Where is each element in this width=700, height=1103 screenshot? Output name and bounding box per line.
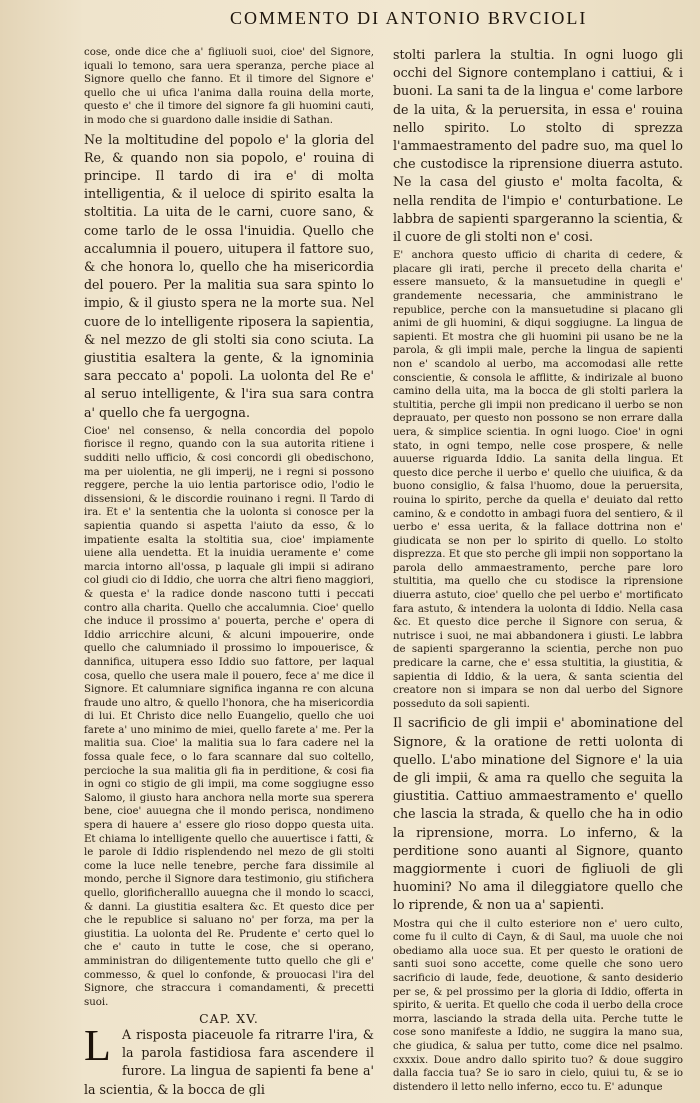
commentary-paragraph: E' anchora questo ufficio di charita di cedere, & placare gli irati, perche il preceto della charita e' essere mansueto, & la mansuetudine in quegli e' grandemente necessaria, che amministrano le republice, perche con la mansuetudine si placano gli animi de gli huomini, & diqui soggiugne. La lingua de sapienti. Et mostra che gli huomini pii usano be ne la parola, & gli impii male, perche la lingua de sapienti non e' scandolo al uerbo, ma accomodasi alle rette conscientie, & consola le afflitte, & indirizale al buono camino della uita, ma la bocca de gli stolti parlera la stultitia, perche gli impii non predicano il uerbo se non deprauato, per questo non possono se non errare dalla uera, & simplice scientia. In ogni luogo. Cioe' in ogni stato, in ogni tempo, nelle cose prospere, & nelle auuerse riguarda Iddio. La sanita della lingua. Et questo dice perche il uerbo e' quello che uiuifica, & da buono consiglio, & falsa l'huomo, doue la peruersita, rouina lo spirito, perche da quella e' deuiato dal retto camino, & e condotto in ambagi fuora del sentiero, & il uerbo e' essa uerita, & la fallace dottrina non e' giudicata se non per lo spirito di quello. Lo stolto disprezza. Et que sto perche gli impii non sopportano la parola dello ammaestramento, perche pare loro stultitia, ma quello che cu stodisce la riprensione diuerra astuto, cioe' quello che pel uerbo e' mortificato fara astuto, & intendera la uolonta di Iddio. Nella casa &c. Et questo dice perche il Signore con serua, & nutrisce i suoi, ne mai abbandonera i giusti. Le labbra de sapienti spargeranno la scientia, perche non puo predicare la carne, che e' essa stultitia, la giustitia, & sapientia di Iddio, & la uera, & santa scientia del creatore non si impara se non dal uerbo del Signore posseduto da soli sapienti.: [393, 250, 683, 710]
commentary-paragraph: Cioe' nel consenso, & nella concordia del popolo fiorisce il regno, quando con la sua autorita ritiene i sudditi nello ufficio, & cosi concordi gli obedischono, ma per uiolentia, ne gli imperij, ne i regni si possono reggere, perche la uio lentia partorisce odio, l'odio le dissensioni, & le discordie rouinano i regni. Il Tardo di ira. Et e' la sententia che la uolonta si conosce per la sapientia quando si aspetta l'aiuto da esso, & lo impatiente esalta la stoltitia sua, cioe' impiamente uiene alla uendetta. Et la inuidia ueramente e' come marcia intorno all'ossa, p laquale gli impii si adirano col giudi cio di Iddio, che uorra che altri fieno maggiori, & questa e' la radice donde nascono tutti i peccati contro alla charita. Quello che accalumnia. Cioe' quello che induce il prossimo a' pouerta, perche e' opera di Iddio arricchire alcuni, & alcuni impouerire, onde quello che calumniado il prossimo lo impouerisce, & dannifica, uitupera esso Iddio suo fattore, per laqual cosa, quello che usera male il pouero, fece a' me dice il Signore. Et calumniare significa inganna re con alcuna fraude uno altro, & quello l'honora, che ha misericordia di lui. Et Christo dice nello Euangelio, quello che uoi farete a' uno minimo de miei, quello farete a' me. Per la malitia sua. Cioe' la malitia sua lo fara cadere nel la fossa quale fece, o lo fara scannare dal suo coltello, percioche la sua malitia gli fia in perditione, & cosi fia in ogni co stigio de gli impii, ma come soggiugne esso Salomo, il giusto hara anchora nella morte sua sperera bene, cioe' auuegna che il mondo perisca, nondimeno spera di hauere a' essere glo rioso doppo questa uita. Et chiama lo intelligente quello che auuertisce i fatti, & le parole di Iddio risplendendo nel mezo de gli stolti come la luce nelle tenebre, perche fara dissimile al mondo, perche il Signore dara testimonio, giu stifichera quello, glorificheralllo auuegna che il mondo lo scacci, & danni. La giustitia esaltera &c. Et questo dice per che le republice si saluano no' per forza, ma per la giustitia. La uolonta del Re. Prudente e' certo quel lo che e' cauto in tutte le cose, che si operano, amministran do diligentemente tutto quello che gli e' commesso, & quel lo confonde, & prouocasi l'ira del Signore, che straccura i comandamenti, & precetti suoi.: [84, 425, 374, 1008]
right-column: [393, 46, 683, 1096]
chapter-first-text: A risposta piaceuole fa ritrarre l'ira, & la parola fastidiosa fara ascendere il furore. La lingua de sapienti fa bene a' la scientia, & la bocca de gli: [84, 1026, 374, 1096]
scripture-paragraph: Ne la moltitudine del popolo e' la gloria del Re, & quando non sia popolo, e' rouina di principe. Il tardo di ira e' di molta intelligentia, & il ueloce di spirito esalta la stoltitia. La uita de le carni, cuore sano, & come tarlo de le ossa l'inuidia. Quello che accalumnia il pouero, uitupera il fattore suo, & che honora lo, quello che ha misericordia del pouero. Per la malitia sua sara spinto lo impio, & il giusto spera ne la morte sua. Nel cuore de lo intelligente riposera la sapientia, & nel mezzo de gli stolti sia cono sciuta. La giustitia esaltera la gente, & la ignominia sara peccato a' popoli. La uolonta del Re e' al seruo intelligente, & l'ira sua sara contra a' quello che fa uergogna.: [84, 131, 374, 420]
commentary-paragraph: cose, onde dice che a' figliuoli suoi, cioe' del Signore, iquali lo temono, sara uera speranza, perche piace al Signore quello che fanno. Et il timore del Signore e' quello che ui ufica l'anima dalla rouina della morte, questo e' che il timore del signore fa gli huomini cauti, in modo che si guardono dalle insidie di Sathan.: [84, 47, 374, 126]
scripture-paragraph: Il sacrificio de gli impii e' abominatione del Signore, & la oratione de retti uolonta di quello. L'abo minatione del Signore e' la uia de gli impii, & ama ra quello che seguita la giustitia. Cattiuo ammaestramento e' quello che lascia la strada, & quello che ha in odio la riprensione, morra. Lo inferno, & la perditione sono auanti al Signore, quanto maggiormente i cuori de figliuoli de gli huomini? No ama il dileggiatore quello che lo riprende, & non ua a' sapienti.: [393, 715, 683, 913]
chapter-first-paragraph: [84, 1020, 374, 1096]
commentary-paragraph: Mostra qui che il culto esteriore non e' uero culto, come fu il culto di Cayn, & di Saul, ma uuole che noi obediamo alla uoce sua. Et per questo le orationi de santi suoi sono accette, come quelle che sono uero sacrificio di laude, fede, deuotione, & santo desiderio per se, & pel prossimo per la gloria di Iddio, offerta in spirito, & uerita. Et quello che coda il uerbo della croce morra, lasciando la strada della uita. Perche tutte le cose sono manifeste a Iddio, ne suggira la mano sua, che giudica, & salua per tutto, come dice nel psalmo. cxxxix. Doue andro dallo spirito tuo? & doue suggiro dalla faccia tua? Se io saro in cielo, quiui tu, & se io distendero il letto nello inferno, ecco tu. E' adunque: [393, 918, 683, 1093]
running-head: COMMENTO DI ANTONIO BRVCIOLI: [230, 8, 588, 28]
left-column: [84, 46, 374, 1096]
scripture-paragraph: stolti parlera la stultia. In ogni luogo gli occhi del Signore contemplano i cattiui, & i buoni. La sani ta de la lingua e' come larbore de la uita, & la peruersita, in essa e' rouina nello spirito. Lo stolto di sprezza l'ammaestramento del padre suo, ma quel lo che custodisce la riprensione diuerra astuto. Ne la casa del giusto e' molta facolta, & nella rendita de l'impio e' conturbatione. Le labbra de sapienti spargeranno la scientia, & il cuore de gli stolti non e' cosi.: [393, 47, 683, 245]
chapter-heading: CAP. XV.: [199, 1011, 259, 1027]
drop-cap: L: [84, 1020, 111, 1070]
